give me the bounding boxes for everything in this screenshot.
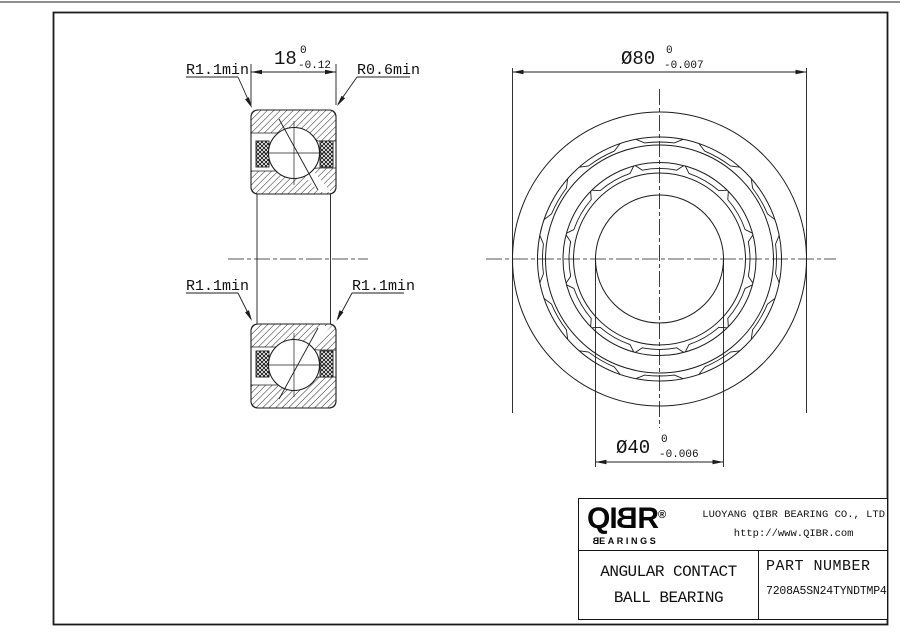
radius-label-bottom-left: R1.1min [186,278,250,295]
brand-logo [579,501,702,546]
company-name: LUOYANG QIBR BEARING CO., LTD [702,509,885,522]
brand-logo-subtitle [587,536,702,546]
radius-label-top-right: R0.6min [357,62,421,79]
dim-od-tol-upper: 0 [666,45,673,57]
radius-label-bottom-right: R1.1min [352,278,416,295]
product-line1: ANGULAR CONTACT [600,563,737,581]
brand-logo-wordmark [587,501,702,535]
dim-bore-tol-lower: -0.006 [659,449,699,461]
company-website: http://www.QIBR.com [733,527,854,540]
title-block-header-row [579,499,887,550]
company-info [702,506,887,543]
title-block-bottom-row [579,550,887,619]
logo-letter: B [590,535,600,546]
logo-letters: EARINGS [599,535,659,546]
dim-bore-value: Ø40 [616,437,651,459]
logo-letter: B [616,501,638,535]
dim-width-value: 18 [274,48,297,70]
part-number-label: PART NUMBER [766,558,871,575]
dim-od-tol-lower: -0.007 [664,60,704,72]
dim-width-tol-upper: 0 [300,45,307,57]
part-number-cell [759,551,887,619]
radius-label-top-left: R1.1min [186,62,250,79]
logo-letter: I [609,501,617,535]
product-description [579,551,759,619]
logo-letter: Q [587,501,610,535]
dim-od-value: Ø80 [621,48,656,70]
product-line2: BALL BEARING [613,589,724,607]
part-number-value: 7208A5SN24TYNDTMP4 [766,585,887,598]
dim-width-tol-lower: -0.12 [298,60,332,72]
title-block [578,498,888,620]
registered-trademark-icon: ® [658,508,667,521]
dim-bore-tol-upper: 0 [661,434,668,446]
logo-letter: R [637,501,659,535]
